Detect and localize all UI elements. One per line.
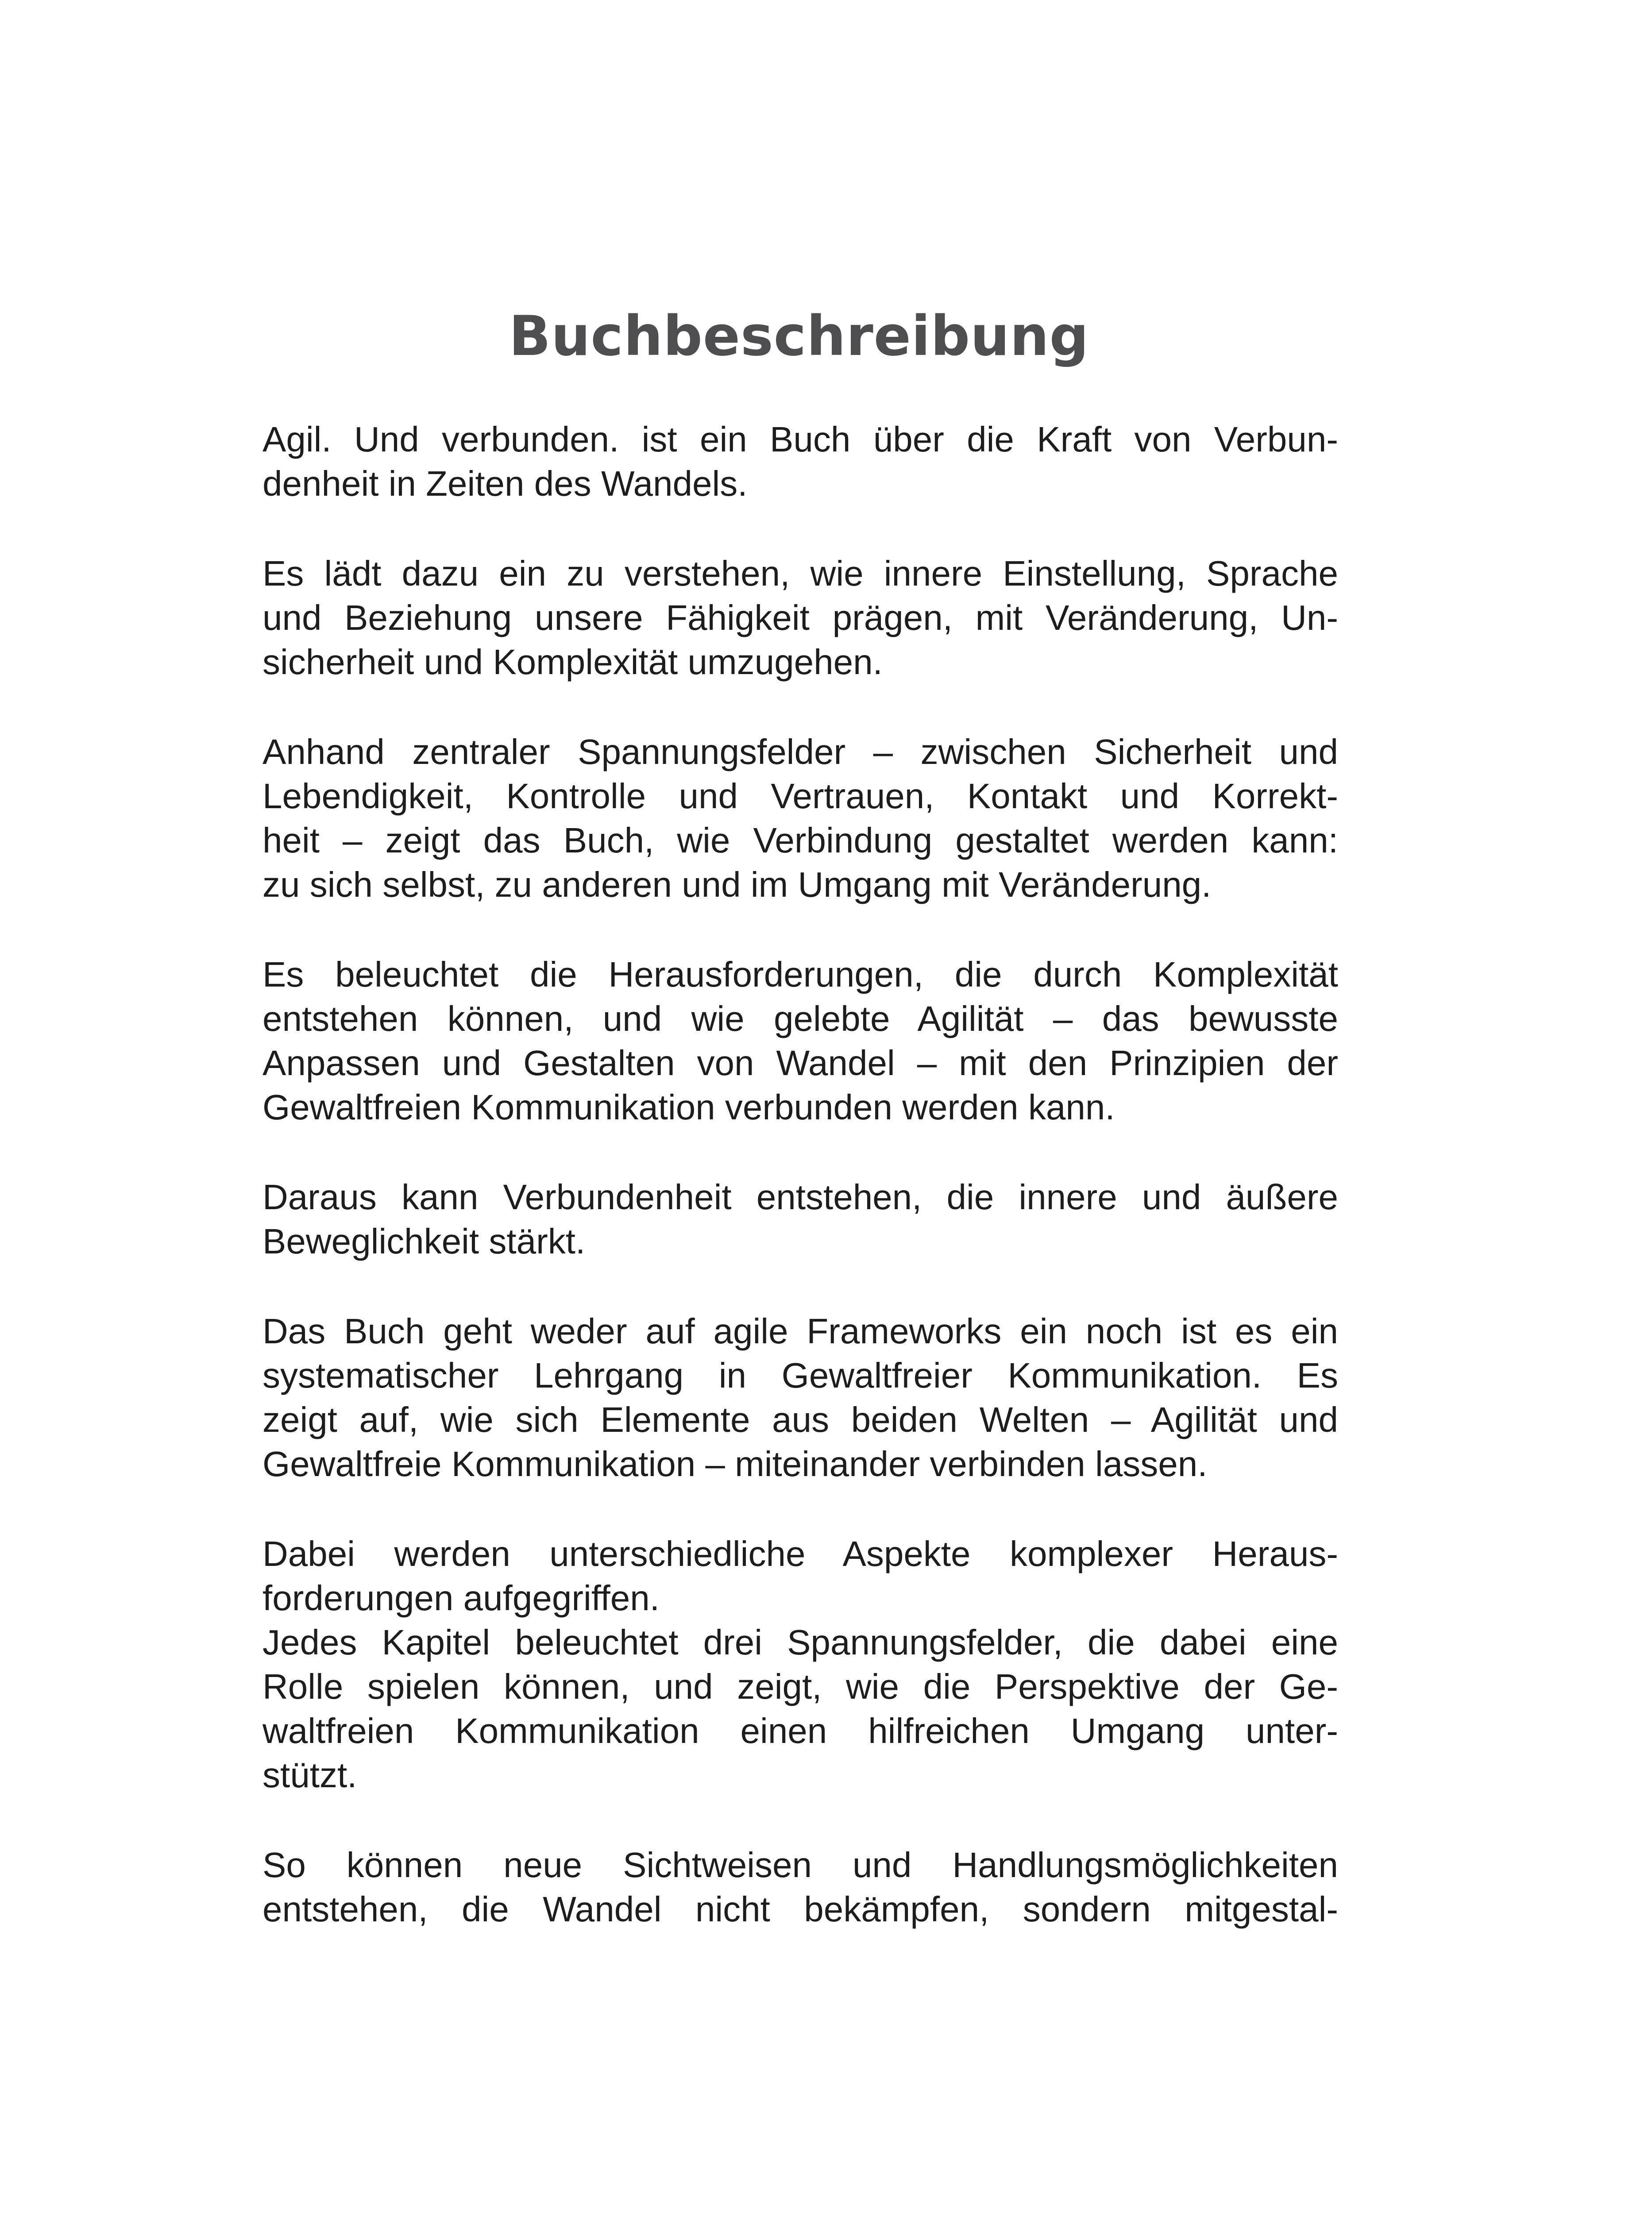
text-line: zeigt auf, wie sich Elemente aus beiden Welten – Agilität und [262, 1400, 1338, 1439]
page-title: Buchbeschreibung [509, 305, 1089, 368]
text-line: forderungen aufgegriffen. [262, 1578, 660, 1618]
paragraph [262, 1843, 1338, 1932]
text-line: sicherheit und Komplexität umzugehen. [262, 642, 883, 682]
text-line: Anhand zentraler Spannungsfelder – zwischen Sicherheit und [262, 732, 1338, 771]
text-line: Daraus kann Verbundenheit entstehen, die innere und äußere [262, 1177, 1338, 1217]
text-line: entstehen können, und wie gelebte Agilität – das bewusste [262, 999, 1338, 1038]
text-line: Es lädt dazu ein zu verstehen, wie innere Einstellung, Sprache [262, 554, 1338, 593]
text-line: So können neue Sichtweisen und Handlungsmöglichkeiten [262, 1845, 1338, 1885]
paragraph-gap [262, 1264, 1338, 1309]
text-line: Beweglichkeit stärkt. [262, 1222, 586, 1261]
text-line: entstehen, die Wandel nicht bekämpfen, sondern mitgestal- [262, 1889, 1338, 1929]
paragraph [262, 417, 1338, 506]
paragraph [262, 952, 1338, 1130]
text-line: Jedes Kapitel beleuchtet drei Spannungsfelder, die dabei eine [262, 1623, 1338, 1662]
text-line: Gewaltfreie Kommunikation – miteinander verbinden lassen. [262, 1444, 1208, 1484]
text-line: waltfreien Kommunikation einen hilfreichen Umgang unter- [262, 1711, 1338, 1750]
paragraph [262, 1309, 1338, 1486]
paragraph-gap [262, 1486, 1338, 1532]
text-line: Anpassen und Gestalten von Wandel – mit den Prinzipien der [262, 1043, 1338, 1083]
text-line: heit – zeigt das Buch, wie Verbindung gestaltet werden kann: [262, 821, 1338, 860]
text-line: Rolle spielen können, und zeigt, wie die Perspektive der Ge- [262, 1667, 1338, 1706]
paragraph-gap [262, 1130, 1338, 1175]
text-line: systematischer Lehrgang in Gewaltfreier Kommunikation. Es [262, 1356, 1338, 1395]
text-line: Gewaltfreien Kommunikation verbunden werden kann. [262, 1087, 1115, 1127]
paragraph [262, 730, 1338, 907]
text-line: Es beleuchtet die Herausforderungen, die durch Komplexität [262, 955, 1338, 994]
paragraph [262, 1175, 1338, 1264]
text-line: Agil. Und verbunden. ist ein Buch über die Kraft von Verbun- [262, 420, 1338, 459]
paragraph [262, 551, 1338, 684]
description-body [262, 417, 1338, 1932]
text-line: Das Buch geht weder auf agile Frameworks ein noch ist es ein [262, 1311, 1338, 1351]
text-line: Lebendigkeit, Kontrolle und Vertrauen, Kontakt und Korrekt- [262, 776, 1338, 816]
paragraph-gap [262, 684, 1338, 730]
paragraph [262, 1532, 1338, 1797]
paragraph-gap [262, 907, 1338, 952]
text-line: Dabei werden unterschiedliche Aspekte komplexer Heraus- [262, 1534, 1338, 1573]
text-line: und Beziehung unsere Fähigkeit prägen, mit Veränderung, Un- [262, 598, 1338, 637]
paragraph-gap [262, 506, 1338, 551]
text-line: denheit in Zeiten des Wandels. [262, 464, 748, 503]
text-line: zu sich selbst, zu anderen und im Umgang mit Veränderung. [262, 865, 1212, 904]
paragraph-gap [262, 1797, 1338, 1843]
text-line: stützt. [262, 1755, 357, 1795]
